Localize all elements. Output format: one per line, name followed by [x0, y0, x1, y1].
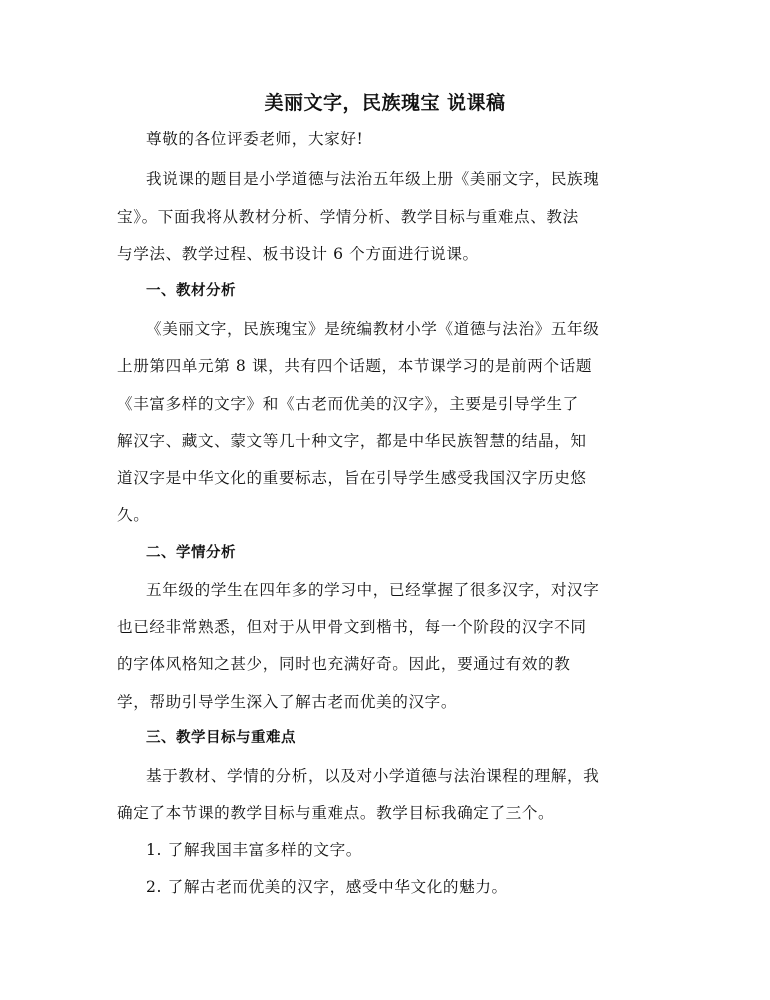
intro-line: 宝》。下面我将从教材分析、学情分析、教学目标与重难点、教法 [117, 208, 579, 226]
paragraph-line: 也已经非常熟悉，但对于从甲骨文到楷书，每一个阶段的汉字不同 [117, 618, 587, 636]
intro-line: 与学法、教学过程、板书设计 6 个方面进行说课。 [117, 245, 479, 263]
section-heading-teaching-goals: 三、教学目标与重难点 [146, 730, 296, 746]
paragraph-line: 学，帮助引导学生深入了解古老而优美的汉字。 [117, 693, 458, 711]
intro-line: 我说课的题目是小学道德与法治五年级上册《美丽文字，民族瑰 [146, 170, 600, 188]
paragraph-line: 五年级的学生在四年多的学习中，已经掌握了很多汉字，对汉字 [146, 581, 600, 599]
paragraph-line: 基于教材、学情的分析，以及对小学道德与法治课程的理解，我 [146, 767, 600, 785]
paragraph-line: 久。 [117, 506, 150, 524]
paragraph-line: 道汉字是中华文化的重要标志，旨在引导学生感受我国汉字历史悠 [117, 469, 587, 487]
paragraph-line: 《美丽文字，民族瑰宝》是统编教材小学《道德与法治》五年级 [146, 320, 600, 338]
paragraph-line: 《丰富多样的文字》和《古老而优美的汉字》，主要是引导学生了 [117, 395, 579, 413]
document-title: 美丽文字，民族瑰宝 说课稿 [264, 92, 506, 114]
paragraph-line: 上册第四单元第 8 课，共有四个话题，本节课学习的是前两个话题 [117, 357, 593, 375]
paragraph-line: 确定了本节课的教学目标与重难点。教学目标我确定了三个。 [117, 804, 555, 822]
section-heading-student-analysis: 二、学情分析 [146, 545, 236, 561]
paragraph-line: 的字体风格知之甚少，同时也充满好奇。因此，要通过有效的教 [117, 655, 571, 673]
list-item: 2. 了解古老而优美的汉字，感受中华文化的魅力。 [146, 878, 508, 896]
list-item: 1. 了解我国丰富多样的文字。 [146, 841, 362, 859]
greeting-line: 尊敬的各位评委老师，大家好! [146, 130, 364, 148]
paragraph-line: 解汉字、藏文、蒙文等几十种文字，都是中华民族智慧的结晶，知 [117, 432, 587, 450]
section-heading-teaching-materials: 一、教材分析 [146, 283, 236, 299]
